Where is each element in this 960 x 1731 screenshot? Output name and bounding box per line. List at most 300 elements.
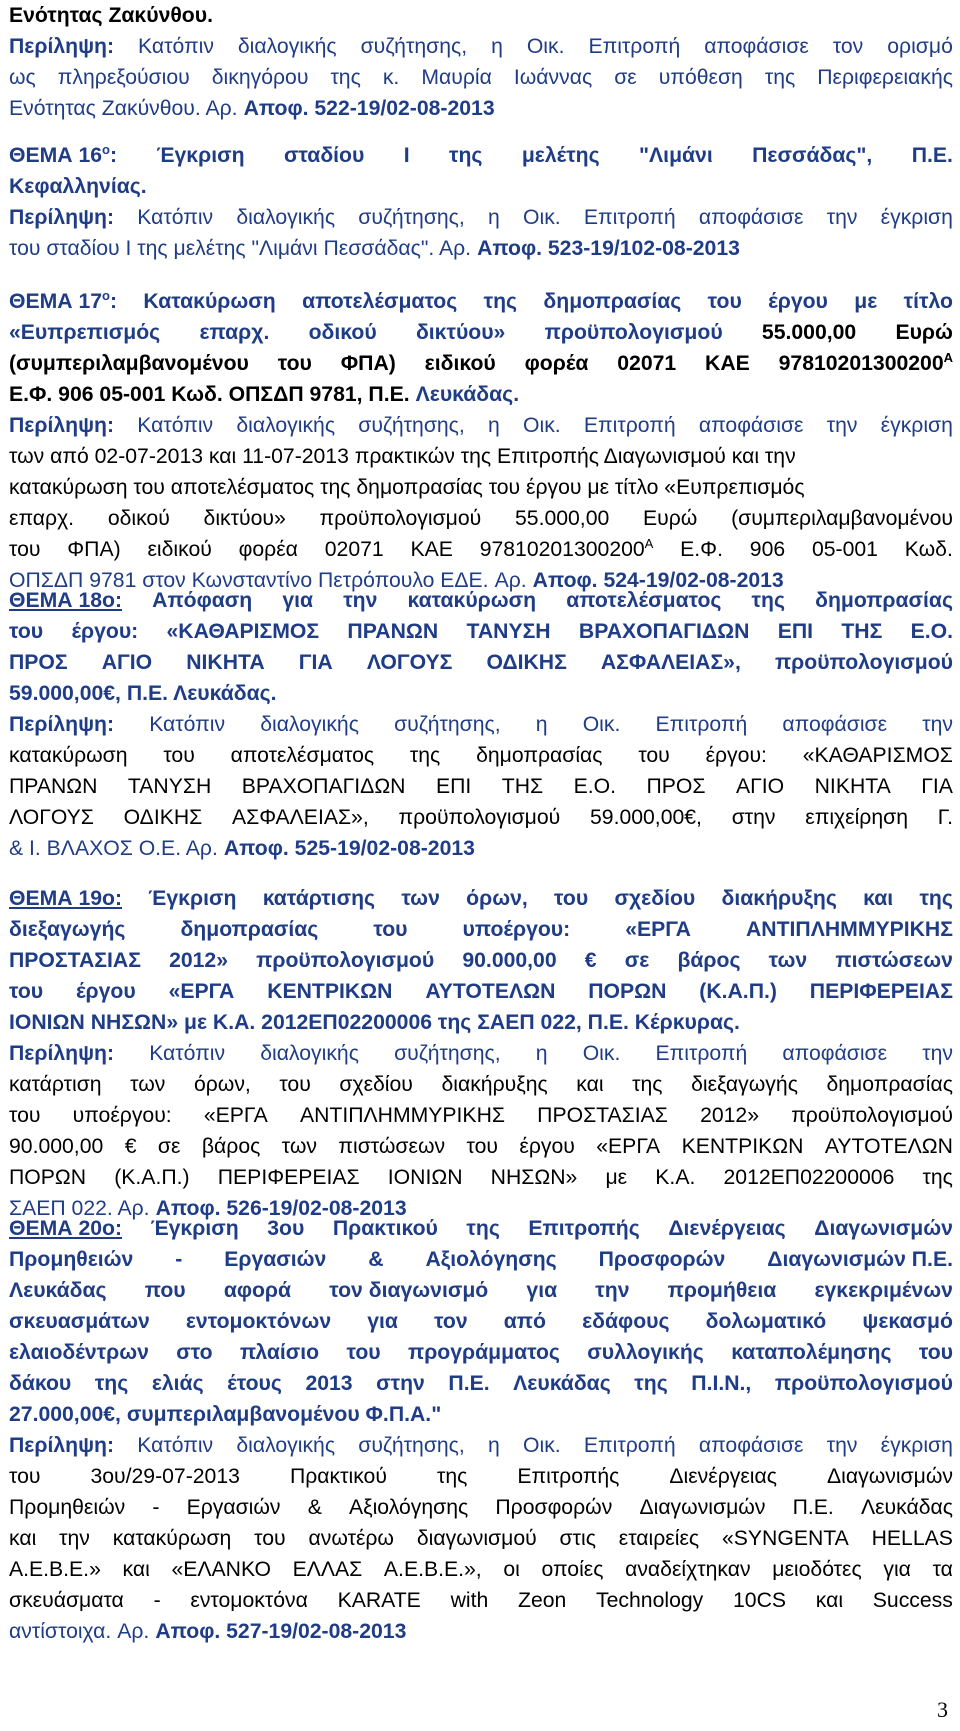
- text-segment: 2012»: [700, 1104, 759, 1127]
- text-segment: ΠΡΟΣΤΑΣΙΑΣ: [9, 949, 141, 972]
- text-segment: ΚΑΕ: [410, 538, 453, 561]
- text-segment: Λευκάδας.: [415, 383, 520, 406]
- text-segment: πιστώσεων: [835, 949, 953, 972]
- text-segment: προϋπολογισμού: [398, 806, 561, 829]
- text-segment: €: [584, 949, 597, 972]
- text-segment: βάρος: [677, 949, 741, 972]
- text-line: [9, 31, 953, 62]
- text-segment: της: [922, 1166, 953, 1189]
- text-segment: Αποφ. 527-19/02-08-2013: [155, 1620, 407, 1643]
- text-segment: των: [130, 1073, 166, 1096]
- text-segment: προϋπολογισμού: [774, 1372, 953, 1395]
- paragraph-block: [9, 1213, 953, 1647]
- text-segment: Απόφαση: [152, 589, 253, 612]
- text-segment: δάκου: [9, 1372, 72, 1395]
- text-line: [9, 802, 953, 833]
- text-segment: τα: [932, 1558, 953, 1581]
- text-segment: Διενέργειας: [668, 1217, 786, 1240]
- text-segment: διαλογικής: [260, 713, 359, 736]
- text-segment: Κωδ.: [904, 538, 953, 561]
- text-segment: ΤΗΣ: [501, 775, 544, 798]
- text-line: [9, 62, 953, 93]
- text-segment: (συμπεριλαμβανομένου: [731, 507, 953, 530]
- text-line: [9, 883, 953, 914]
- text-segment: σε: [624, 949, 650, 972]
- text-segment: δημοπρασίας: [543, 290, 682, 313]
- text-segment: η: [491, 35, 503, 58]
- text-segment: Α.Ε.Β.Ε.»: [9, 1558, 101, 1581]
- text-segment: Π.Ε.: [792, 1496, 834, 1519]
- text-segment: των: [281, 1135, 317, 1158]
- text-segment: σκευασμάτων: [9, 1310, 150, 1333]
- text-segment: Προμηθειών: [9, 1248, 134, 1271]
- text-segment: ΙΟΝΙΩΝ ΝΗΣΩΝ» με Κ.Α. 2012ΕΠ02200006 της ΣΑΕΠ 022, Π.Ε. Κέρκυρας.: [9, 1011, 740, 1034]
- text-segment: Αποφ. 522-19/02-08-2013: [243, 97, 495, 120]
- text-segment: Οικ.: [582, 713, 621, 736]
- text-segment: Επιτροπής: [517, 1465, 620, 1488]
- text-segment: του: [9, 1465, 41, 1488]
- text-segment: προϋπολογισμού: [256, 949, 435, 972]
- text-segment: ΠΕΡΙΦΕΡΕΙΑΣ: [809, 980, 953, 1003]
- text-segment: και: [815, 1589, 844, 1612]
- text-line: [9, 317, 953, 348]
- text-segment: στην: [731, 806, 776, 829]
- text-segment: του: [707, 290, 742, 313]
- text-line: [9, 93, 953, 124]
- text-segment: του: [466, 1135, 498, 1158]
- text-segment: «ΕΡΓΑ: [203, 1104, 268, 1127]
- text-segment: Κατόπιν: [137, 206, 214, 229]
- text-segment: δικτύου»: [203, 507, 286, 530]
- text-segment: ΑΥΤΟΤΕΛΩΝ: [824, 1135, 953, 1158]
- text-segment: ΘΕΜΑ 19ο:: [9, 887, 123, 910]
- text-segment: διεξαγωγής: [691, 1073, 798, 1096]
- text-segment: αποφάσισε: [698, 414, 804, 437]
- text-segment: ΕΛΛΑΣ: [292, 1558, 363, 1581]
- text-segment: ΠΡΟΣ: [646, 775, 706, 798]
- text-segment: διαλογικής: [237, 35, 337, 58]
- text-segment: συζήτησης,: [394, 1042, 501, 1065]
- text-segment: Πεσσάδας",: [752, 144, 873, 167]
- text-segment: Περίληψη:: [9, 206, 115, 229]
- text-segment: -: [152, 1496, 160, 1519]
- text-segment: &: [368, 1248, 384, 1271]
- text-segment: αποφάσισε: [704, 35, 809, 58]
- text-segment: Λευκάδας: [513, 1372, 611, 1395]
- text-segment: εταιρείες: [618, 1527, 700, 1550]
- text-line: [9, 1430, 953, 1461]
- text-segment: αποτελέσματος: [230, 744, 375, 767]
- text-segment: η: [535, 713, 548, 736]
- text-segment: των: [768, 949, 808, 972]
- text-segment: Αποφ. 523-19/102-08-2013: [477, 237, 740, 260]
- text-line: [9, 1306, 953, 1337]
- text-segment: κατακύρωση: [112, 1527, 232, 1550]
- text-segment: στην: [376, 1372, 425, 1395]
- text-segment: έργου:: [705, 744, 767, 767]
- text-segment: Διαγωνισμών: [814, 1217, 953, 1240]
- text-segment: ΦΠΑ): [340, 352, 396, 375]
- text-segment: και: [863, 887, 894, 910]
- text-segment: Οικ.: [523, 1434, 561, 1457]
- text-segment: KARATE: [337, 1589, 421, 1612]
- text-segment: Περίληψη:: [9, 35, 115, 58]
- text-segment: €: [124, 1135, 137, 1158]
- text-segment: Κατόπιν: [137, 414, 214, 437]
- text-segment: έτους: [227, 1372, 282, 1395]
- text-segment: Οικ.: [523, 414, 561, 437]
- text-line: [9, 678, 953, 709]
- text-segment: προϋπολογισμού: [791, 1104, 953, 1127]
- text-segment: Εργασιών: [224, 1248, 327, 1271]
- text-segment: Προσφορών: [598, 1248, 726, 1271]
- text-segment: κατακύρωση του αποτελέσματος της δημοπρασίας του έργου με τίτλο «Ευπρεπισμός: [9, 476, 805, 499]
- text-segment: Π.Ε.: [448, 1372, 490, 1395]
- text-segment: του: [279, 1073, 311, 1096]
- text-segment: Επιτροπή: [655, 1042, 748, 1065]
- text-segment: εγκεκριμένων: [814, 1279, 953, 1302]
- text-segment: υποέργου:: [72, 1104, 172, 1127]
- text-segment: 3ου: [267, 1217, 305, 1240]
- text-segment: οι: [503, 1558, 520, 1581]
- text-segment: και: [9, 1527, 37, 1550]
- text-segment: «ΕΡΓΑ: [625, 918, 691, 941]
- text-segment: Διαγωνισμών: [827, 1465, 953, 1488]
- text-segment: και: [122, 1558, 150, 1581]
- text-segment: Κεφαλληνίας.: [9, 175, 147, 198]
- text-segment: των: [401, 887, 440, 910]
- text-segment: Ευρώ: [643, 507, 698, 530]
- text-segment: ΑΝΤΙΠΛΗΜΜΥΡΙΚΗΣ: [299, 1104, 505, 1127]
- text-segment: έγκριση: [880, 206, 953, 229]
- text-segment: δολωματικό: [705, 1310, 827, 1333]
- text-segment: Π.Ε.: [911, 144, 953, 167]
- text-segment: Έγκριση: [150, 1217, 239, 1240]
- text-line: [9, 1275, 953, 1306]
- paragraph-block: [9, 883, 953, 1224]
- text-segment: για: [883, 1558, 911, 1581]
- text-segment: την: [826, 1434, 858, 1457]
- text-segment: Κατακύρωση: [143, 290, 276, 313]
- text-segment: επαρχ.: [9, 507, 75, 530]
- text-segment: μελέτης: [521, 144, 600, 167]
- text-segment: συζήτησης,: [358, 1434, 465, 1457]
- text-segment: Οικ.: [523, 206, 561, 229]
- text-segment: Επιτροπή: [583, 206, 676, 229]
- text-segment: Κ.Α.: [655, 1166, 696, 1189]
- text-segment: υπόθεση: [658, 66, 743, 89]
- text-segment: Προσφορών: [495, 1496, 613, 1519]
- text-segment: Αρ.: [117, 1620, 150, 1643]
- text-segment: ΘΕΜΑ $17^o$:: [9, 287, 118, 313]
- text-segment: «ΕΛΑΝΚΟ: [171, 1558, 271, 1581]
- text-segment: έργου: [75, 980, 136, 1003]
- text-line: [9, 709, 953, 740]
- text-line: [9, 1213, 953, 1244]
- text-segment: συζήτησης,: [358, 414, 465, 437]
- text-segment: της: [94, 1372, 129, 1395]
- text-segment: Zeon: [518, 1589, 567, 1612]
- text-line: [9, 0, 953, 31]
- text-segment: Ενότητας Ζακύνθου. Αρ.: [9, 97, 238, 120]
- text-segment: ΒΡΑΧΟΠΑΓΙΔΩΝ: [241, 775, 406, 798]
- text-segment: ΚΑΕ: [705, 352, 750, 375]
- text-segment: των από 02-07-2013 και 11-07-2013 πρακτικών της Επιτροπής Διαγωνισμού και την: [9, 445, 796, 468]
- text-line: [9, 472, 953, 503]
- text-segment: της: [751, 589, 785, 612]
- text-segment: του: [346, 1341, 381, 1364]
- text-segment: η: [488, 414, 500, 437]
- text-segment: Αξιολόγησης: [425, 1248, 557, 1271]
- text-segment: «ΕΡΓΑ: [596, 1135, 661, 1158]
- text-segment: του: [638, 744, 670, 767]
- text-segment: ΛΟΓΟΥΣ: [9, 806, 94, 829]
- text-segment: & Ι. ΒΛΑΧΟΣ Ο.Ε. Αρ.: [9, 837, 218, 860]
- text-segment: η: [488, 206, 500, 229]
- text-segment: Technology: [596, 1589, 704, 1612]
- text-segment: 02071: [617, 352, 677, 375]
- text-segment: της: [330, 66, 361, 89]
- text-segment: (Κ.Α.Π.): [114, 1166, 190, 1189]
- text-segment: Κατόπιν: [138, 35, 214, 58]
- text-segment: Κατόπιν: [149, 713, 226, 736]
- text-segment: Αποφ. 526-19/02-08-2013: [155, 1197, 407, 1220]
- text-line: [9, 616, 953, 647]
- text-segment: ΚΕΝΤΡΙΚΩΝ: [681, 1135, 804, 1158]
- text-segment: Εργασιών: [186, 1496, 281, 1519]
- text-segment: δημοπρασίας: [476, 744, 603, 767]
- text-segment: -: [175, 1248, 183, 1271]
- text-segment: ΙΟΝΙΩΝ: [387, 1166, 463, 1189]
- text-segment: διεξαγωγής: [9, 918, 126, 941]
- text-segment: ΠΟΡΩΝ: [588, 980, 667, 1003]
- text-segment: Έγκριση: [148, 887, 237, 910]
- text-segment: Αρ.: [494, 569, 527, 592]
- text-segment: Κατόπιν: [149, 1042, 226, 1065]
- text-segment: όρων,: [193, 1073, 251, 1096]
- text-segment: Ε.Ο.: [573, 775, 616, 798]
- text-segment: ψεκασμό: [862, 1310, 953, 1333]
- text-segment: ελιάς: [151, 1372, 204, 1395]
- text-segment: καταπολέμησης: [731, 1341, 892, 1364]
- paragraph-block: [9, 286, 953, 596]
- text-segment: Περίληψη:: [9, 713, 115, 736]
- text-segment: στο: [176, 1341, 213, 1364]
- text-line: [9, 441, 953, 472]
- text-segment: 3ου/29-07-2013: [90, 1465, 240, 1488]
- paragraph-block: [9, 585, 953, 864]
- text-segment: Επιτροπής: [528, 1217, 640, 1240]
- text-segment: Περίληψη:: [9, 1434, 115, 1457]
- text-segment: Λευκάδας: [860, 1496, 953, 1519]
- text-segment: συλλογικής: [587, 1341, 704, 1364]
- text-segment: ΝΗΣΩΝ»: [490, 1166, 578, 1189]
- text-segment: Γ.: [937, 806, 953, 829]
- text-segment: Ευρώ: [895, 321, 953, 344]
- page-number: 3: [937, 1697, 948, 1722]
- text-line: [9, 379, 953, 410]
- text-line: [9, 833, 953, 864]
- text-segment: 59.000,00€, Π.Ε. Λευκάδας.: [9, 682, 277, 705]
- text-segment: ΑΣΦΑΛΕΙΑΣ»,: [600, 651, 741, 674]
- text-segment: ΠΡΟΣ: [9, 651, 68, 674]
- text-segment: της: [449, 144, 483, 167]
- text-segment: αποτελέσματος: [302, 290, 458, 313]
- text-segment: δημοπρασίας: [826, 1073, 953, 1096]
- text-segment: ΟΔΙΚΗΣ: [123, 806, 203, 829]
- text-segment: ορισμό: [887, 35, 953, 58]
- text-segment: Αποφ. 524-19/02-08-2013: [532, 569, 784, 592]
- text-segment: 59.000,00€,: [590, 806, 702, 829]
- text-segment: την: [922, 1042, 953, 1065]
- text-segment: αναδείχτηκαν: [625, 1558, 751, 1581]
- text-segment: διαλογικής: [236, 1434, 336, 1457]
- text-line: [9, 348, 953, 379]
- text-line: [9, 410, 953, 441]
- text-segment: δικτύου»: [415, 321, 506, 344]
- text-line: [9, 976, 953, 1007]
- text-segment: διακήρυξης: [721, 887, 837, 910]
- text-line: [9, 585, 953, 616]
- text-segment: ΕΠΙ: [777, 620, 814, 643]
- text-segment: 90.000,00: [462, 949, 557, 972]
- text-segment: 90.000,00: [9, 1135, 104, 1158]
- text-segment: δημοπρασίας: [180, 918, 319, 941]
- text-segment: του: [9, 980, 44, 1003]
- text-segment: "Λιμάνι: [639, 144, 713, 167]
- text-segment: Επιτροπή: [583, 414, 676, 437]
- text-segment: (συμπεριλαμβανομένου: [9, 352, 249, 375]
- text-segment: οδικού: [308, 321, 377, 344]
- text-segment: Ενότητας Ζακύνθου.: [9, 4, 213, 27]
- text-segment: του: [277, 352, 312, 375]
- text-segment: αντίστοιχα.: [9, 1620, 112, 1643]
- text-segment: την: [826, 206, 858, 229]
- text-segment: $97810201300200^A$: [778, 349, 953, 375]
- text-segment: του: [9, 538, 41, 561]
- text-segment: αποφάσισε: [782, 1042, 888, 1065]
- text-segment: οποίες: [541, 1558, 604, 1581]
- text-segment: σε: [614, 66, 637, 89]
- text-line: [9, 1554, 953, 1585]
- text-segment: της: [436, 1465, 468, 1488]
- text-segment: μειοδότες: [772, 1558, 862, 1581]
- text-segment: ΑΣΦΑΛΕΙΑΣ»,: [232, 806, 369, 829]
- text-segment: Ε.Φ.: [680, 538, 723, 561]
- text-segment: την: [343, 589, 378, 612]
- text-segment: που: [144, 1279, 186, 1302]
- text-segment: ΝΙΚΗΤΑ: [186, 651, 265, 674]
- text-segment: της: [632, 1073, 663, 1096]
- text-segment: ΓΙΑ: [298, 651, 333, 674]
- text-segment: 27.000,00€, συμπεριλαμβανομένου Φ.Π.Α.": [9, 1403, 442, 1426]
- text-segment: εντομοκτόνα: [190, 1589, 308, 1612]
- text-line: [9, 1038, 953, 1069]
- text-segment: 2012»: [169, 949, 228, 972]
- text-segment: ΦΠΑ): [67, 538, 121, 561]
- text-segment: (Κ.Α.Π.): [699, 980, 777, 1003]
- text-segment: ΚΕΝΤΡΙΚΩΝ: [267, 980, 393, 1003]
- text-segment: ΘΕΜΑ 18ο:: [9, 589, 123, 612]
- text-segment: σε: [157, 1135, 181, 1158]
- text-segment: πληρεξούσιου: [57, 66, 190, 89]
- text-segment: 10CS: [733, 1589, 786, 1612]
- text-line: [9, 233, 953, 264]
- text-segment: η: [535, 1042, 548, 1065]
- text-segment: προϋπολογισμού: [544, 321, 723, 344]
- text-segment: ΠΡΑΝΩΝ: [347, 620, 439, 643]
- text-segment: ΘΕΜΑ 20ο:: [9, 1217, 123, 1240]
- text-segment: πιστώσεων: [338, 1135, 446, 1158]
- text-segment: τον διαγωνισμό: [329, 1279, 489, 1302]
- text-segment: διακήρυξης: [441, 1073, 548, 1096]
- text-segment: προμήθεια: [667, 1279, 777, 1302]
- text-line: [9, 503, 953, 534]
- text-segment: διαλογικής: [236, 206, 336, 229]
- text-segment: κατακύρωση: [407, 589, 537, 612]
- text-segment: «Ευπρεπισμός: [9, 321, 161, 344]
- text-segment: του: [554, 887, 589, 910]
- text-line: [9, 1100, 953, 1131]
- text-segment: ΒΡΑΧΟΠΑΓΙΔΩΝ: [578, 620, 750, 643]
- text-segment: του: [9, 1104, 41, 1127]
- text-line: [9, 534, 953, 565]
- text-segment: ΘΕΜΑ $16^o$:: [9, 141, 118, 167]
- text-segment: Μαυρία: [421, 66, 492, 89]
- text-segment: την: [922, 713, 953, 736]
- text-segment: επιχείρηση: [805, 806, 909, 829]
- text-segment: σχεδίου: [339, 1073, 413, 1096]
- text-segment: ΕΠΙ: [435, 775, 472, 798]
- text-segment: και: [576, 1073, 604, 1096]
- text-segment: Επιτροπή: [583, 1434, 676, 1457]
- text-segment: ΑΓΙΟ: [101, 651, 153, 674]
- text-segment: κ.: [382, 66, 400, 89]
- text-segment: του: [254, 1527, 286, 1550]
- text-segment: Αξιολόγησης: [348, 1496, 469, 1519]
- text-segment: ΠΟΡΩΝ: [9, 1166, 87, 1189]
- text-line: [9, 771, 953, 802]
- text-segment: για: [282, 589, 314, 612]
- text-segment: ΑΓΙΟ: [735, 775, 785, 798]
- text-segment: ΛΟΓΟΥΣ: [366, 651, 453, 674]
- text-segment: κατάρτιση: [9, 1073, 102, 1096]
- text-segment: 2012ΕΠ02200006: [723, 1166, 895, 1189]
- text-segment: ΟΔΙΚΗΣ: [486, 651, 567, 674]
- text-segment: φορέα: [524, 352, 589, 375]
- text-segment: Πρακτικού: [289, 1465, 387, 1488]
- text-segment: αφορά: [223, 1279, 292, 1302]
- text-segment: Διαγωνισμών: [639, 1496, 766, 1519]
- text-line: [9, 1523, 953, 1554]
- text-segment: για: [526, 1279, 558, 1302]
- text-segment: Αποφ. 525-19/02-08-2013: [223, 837, 475, 860]
- text-line: [9, 171, 953, 202]
- text-segment: του: [373, 918, 408, 941]
- text-segment: συζήτησης,: [394, 713, 501, 736]
- text-segment: Α.Ε.Β.Ε.»,: [383, 1558, 482, 1581]
- text-segment: με: [605, 1166, 628, 1189]
- text-line: [9, 1585, 953, 1616]
- text-segment: αποφάσισε: [698, 1434, 804, 1457]
- text-segment: 05-001: [811, 538, 878, 561]
- text-segment: $97810201300200^A$: [479, 535, 654, 561]
- text-segment: σκευάσματα: [9, 1589, 124, 1612]
- text-segment: προϋπολογισμού: [319, 507, 482, 530]
- text-segment: -: [153, 1589, 161, 1612]
- text-segment: αποφάσισε: [782, 713, 888, 736]
- text-segment: ΠΡΑΝΩΝ: [9, 775, 98, 798]
